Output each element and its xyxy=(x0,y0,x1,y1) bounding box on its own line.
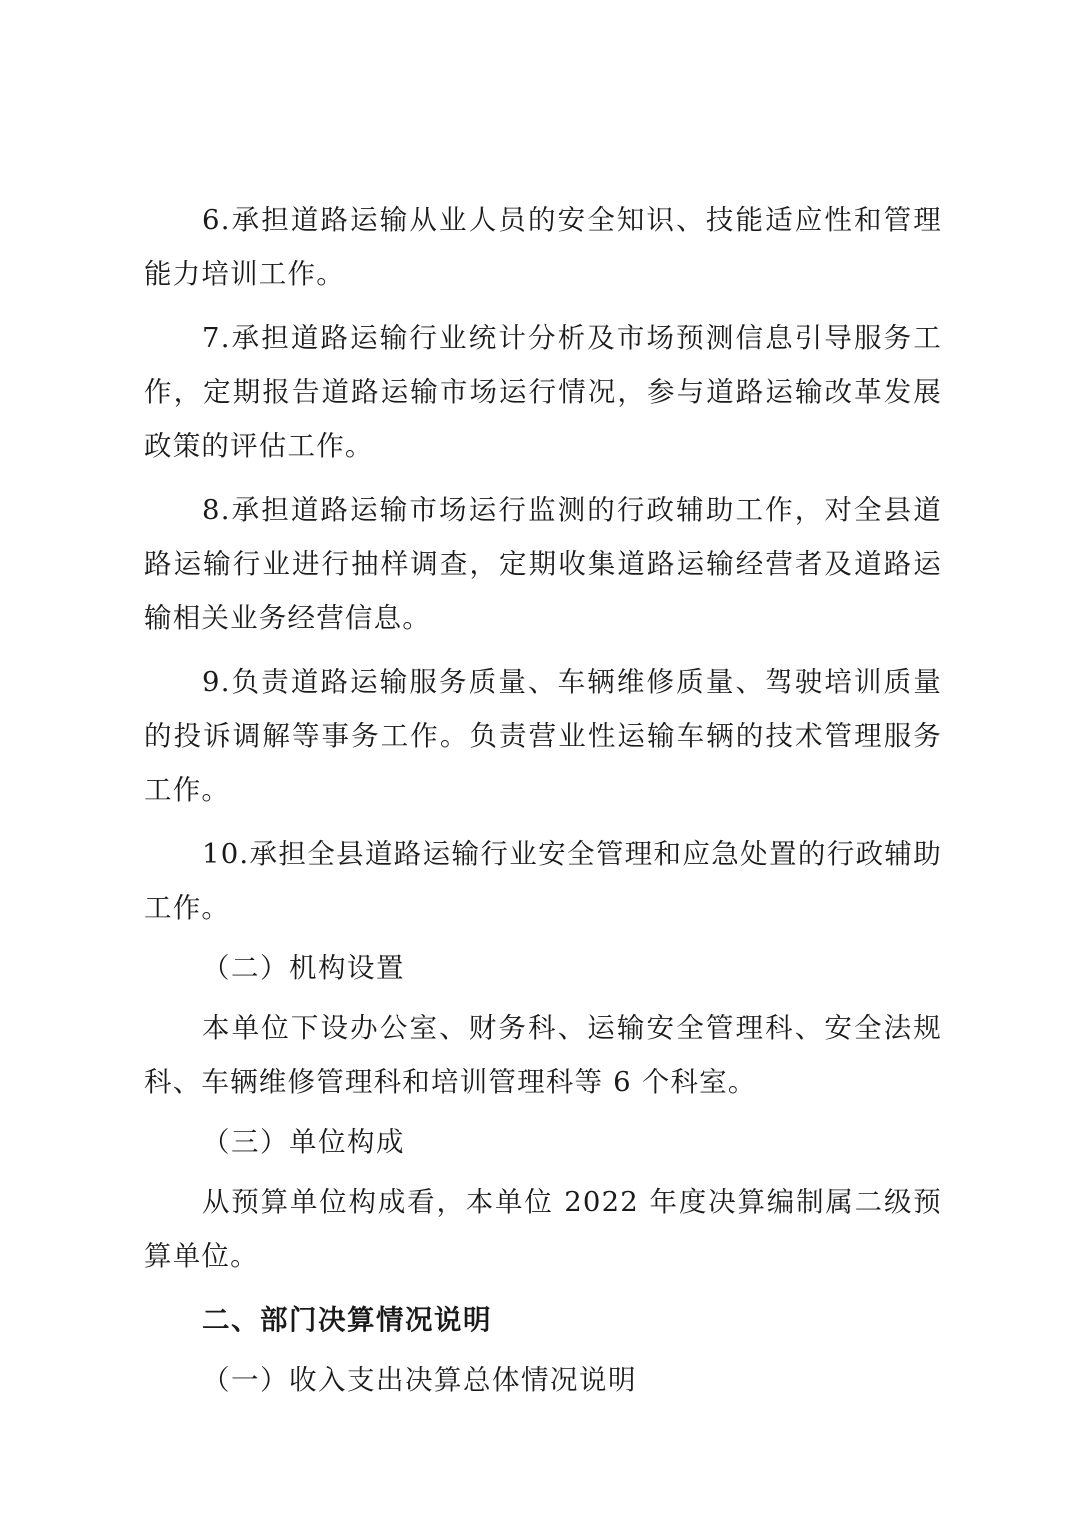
section-title-unit-composition: （三）单位构成 xyxy=(202,1126,405,1158)
heading-part-two: 二、部门决算情况说明 xyxy=(202,1304,492,1336)
subheading-income-expenditure: （一）收入支出决算总体情况说明 xyxy=(202,1364,637,1396)
paragraph-item-6: 6.承担道路运输从业人员的安全知识、技能适应性和管理能力培训工作。 xyxy=(144,204,942,290)
section-text-unit-composition: 从预算单位构成看，本单位 2022 年度决算编制属二级预算单位。 xyxy=(144,1186,942,1272)
section-text-org-structure: 本单位下设办公室、财务科、运输安全管理科、安全法规科、车辆维修管理科和培训管理科等 6 个科室。 xyxy=(144,1012,942,1098)
paragraph-item-10: 10.承担全县道路运输行业安全管理和应急处置的行政辅助工作。 xyxy=(144,838,942,924)
document-page xyxy=(144,193,942,1407)
paragraph-item-7: 7.承担道路运输行业统计分析及市场预测信息引导服务工作，定期报告道路运输市场运行情况，参与道路运输改革发展政策的评估工作。 xyxy=(144,322,942,462)
paragraph-item-9: 9.负责道路运输服务质量、车辆维修质量、驾驶培训质量的投诉调解等事务工作。负责营业性运输车辆的技术管理服务工作。 xyxy=(144,666,942,806)
paragraph-item-8: 8.承担道路运输市场运行监测的行政辅助工作，对全县道路运输行业进行抽样调查，定期收集道路运输经营者及道路运输相关业务经营信息。 xyxy=(144,494,942,634)
section-title-org-structure: （二）机构设置 xyxy=(202,952,405,984)
